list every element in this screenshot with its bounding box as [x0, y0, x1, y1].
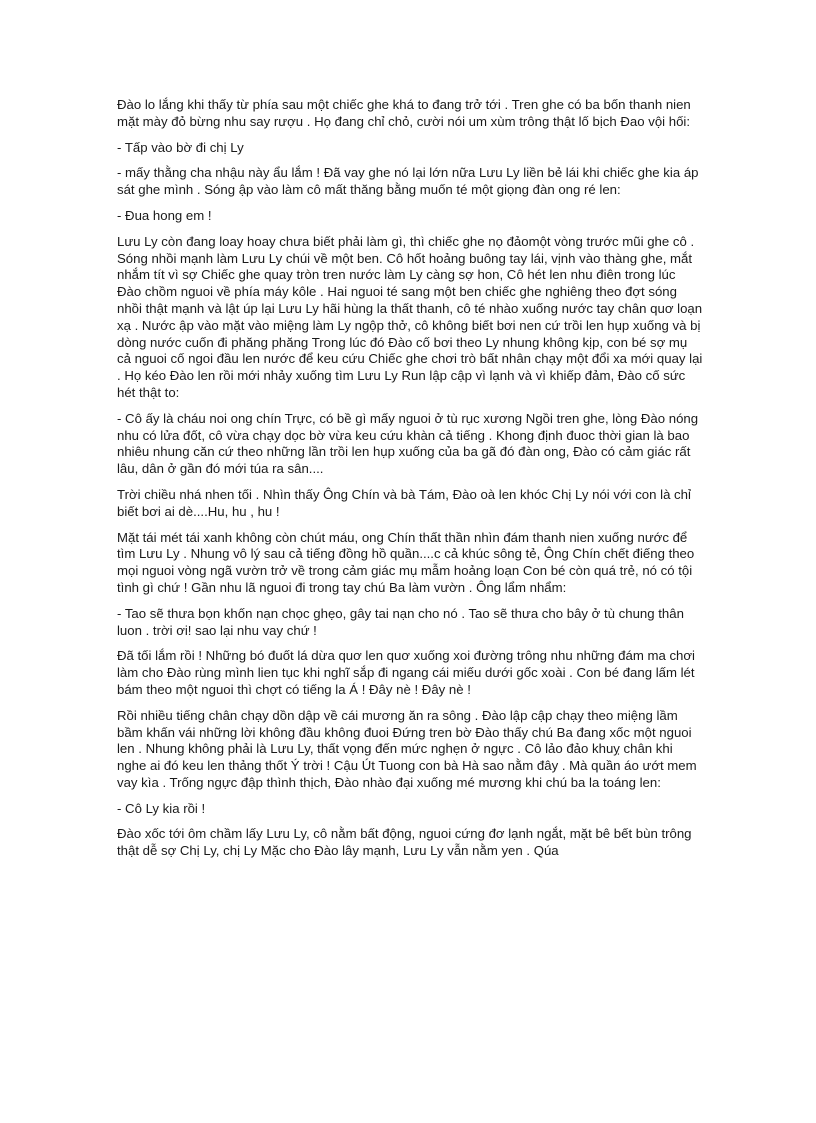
paragraph: Đào lo lắng khi thấy từ phía sau một chiếc ghe khá to đang trở tới . Tren ghe có ba bốn thanh nien mặt mày đỏ bừng nhu say rượu . Họ đang chỉ chỏ, cười nói um xùm trông thật lố bịch Đao vội hối:	[117, 97, 691, 129]
paragraph: Rồi nhiều tiếng chân chạy dồn dập về cái mương ăn ra sông . Đào lập cập chạy theo miệng lầm bầm khấn vái những lời không đầu không đuoi Đứng tren bờ Đào thấy chú Ba đang xốc một nguoi len . Nhung không phải là Lưu Ly, thất vọng đến mức nghẹn ở ngực . Cô lảo đảo khuỵ chân khi nghe ai đó keu len thảng thốt Ý trời ! Cậu Út Tuong con bà Hà sao nằm đây . Mà quần áo ướt mem vay kìa . Trống ngực đập thình thịch, Đào nhào đại xuống mé mương khi chú ba la toáng len:	[117, 707, 697, 790]
paragraph: Đào xốc tới ôm chầm lấy Lưu Ly, cô nằm bất động, nguoi cứng đơ lạnh ngắt, mặt bê bết bùn trông thật dễ sợ Chị Ly, chị Ly Mặc cho Đào lây mạnh, Lưu Ly vẫn nằm yen . Qúa	[117, 826, 692, 859]
paragraph: - Đua hong em !	[117, 207, 212, 223]
paragraph: Trời chiều nhá nhen tối . Nhìn thấy Ông Chín và bà Tám, Đào oà len khóc Chị Ly nói với con là chỉ biết bơi ai dè....Hu, hu , hu !	[117, 486, 691, 519]
paragraph: - mấy thằng cha nhậu này ẩu lắm ! Đã vay ghe nó lại lớn nữa Lưu Ly liền bẻ lái khi chiếc ghe kia áp sát ghe mình . Sóng ập vào làm cô mất thăng bằng muốn té một giọng đàn ong ré len:	[117, 165, 699, 198]
paragraph: - Cô ấy là cháu noi ong chín Trực, có bề gì mấy nguoi ở tù rục xương Ngồi tren ghe, lòng Đào nóng nhu có lửa đốt, cô vừa chạy dọc bờ vừa keu cứu khàn cả tiếng . Khong định đuoc thời gian là bao nhiêu nhung căn cứ theo những lần trồi len hụp xuống của ba gã đó đàn ong, Đào có cảm giác rất lâu, dân ở gần đó mới túa ra sân....	[117, 410, 699, 477]
paragraph: - Cô Ly kia rồi !	[117, 800, 206, 816]
paragraph: Đã tối lắm rồi ! Những bó đuốt lá dừa quơ len quơ xuống xoi đường trông nhu những đám ma chơi làm cho Đào rùng mình lien tục khi nghĩ sắp đi ngang cái miếu dưới gốc xoài . Con bé đang lấm lét bám theo một nguoi thì chợt có tiếng la Á ! Đây nè ! Đây nè !	[117, 648, 695, 697]
paragraph: Mặt tái mét tái xanh không còn chút máu, ong Chín thất thần nhìn đám thanh nien xuống nước để tìm Lưu Ly . Nhung vô lý sau cả tiếng đồng hồ quần....c cả khúc sông tẻ, Ông Chín chết điếng theo mọi nguoi vòng ngã vườn trở về trong cảm giác mụ mẫm hoảng loạn Con bé còn quá trẻ, nó có tội tình gì chứ ! Gần nhu lã nguoi đi trong tay chú Ba làm vườn . Ông lẩm nhẩm:	[117, 529, 695, 595]
paragraph: Lưu Ly còn đang loay hoay chưa biết phải làm gì, thì chiếc ghe nọ đảomột vòng trước mũi ghe cô . Sóng nhồi mạnh làm Lưu Ly chúi về một ben. Cô hốt hoảng buông tay lái, vịnh vào thàng ghe, mắt nhắm tít vì sợ Chiếc ghe quay tròn tren nước làm Ly càng sợ hon, Cô hét len nhu điên trong lúc Đào chồm nguoi về phía máy kôle . Hai nguoi té sang một ben chiếc ghe nghiêng theo đợt sóng nhồi thật mạnh và lật úp lại Lưu Ly hãi hùng la thất thanh, cô té nhào xuống nước tay chân quơ loạn xạ . Nước ập vào mặt vào miệng làm Ly ngộp thở, cô không biết bơi nen cứ trồi len hụp xuống và bị dòng nước cuốn đi phăng phăng Trong lúc đó Đào cố bơi theo Ly nhung không kịp, con bé sợ mụ cả nguoi cố ngoi đầu len nước để keu cứu Chiếc ghe chơi trò bất nhân chạy một đổi xa mới quay lại . Họ kéo Đào len rồi mới nhảy xuống tìm Lưu Ly Run lập cập vì lạnh và vì khiếp đảm, Đào cố sức hét thật to:	[117, 233, 703, 400]
document-page	[117, 97, 703, 869]
paragraph: - Tấp vào bờ đi chị Ly	[117, 139, 244, 155]
paragraph: - Tao sẽ thưa bọn khốn nạn chọc ghẹo, gây tai nạn cho nó . Tao sẽ thưa cho bây ở tù chung thân luon . trời ơi! sao lại nhu vay chứ !	[117, 605, 684, 638]
